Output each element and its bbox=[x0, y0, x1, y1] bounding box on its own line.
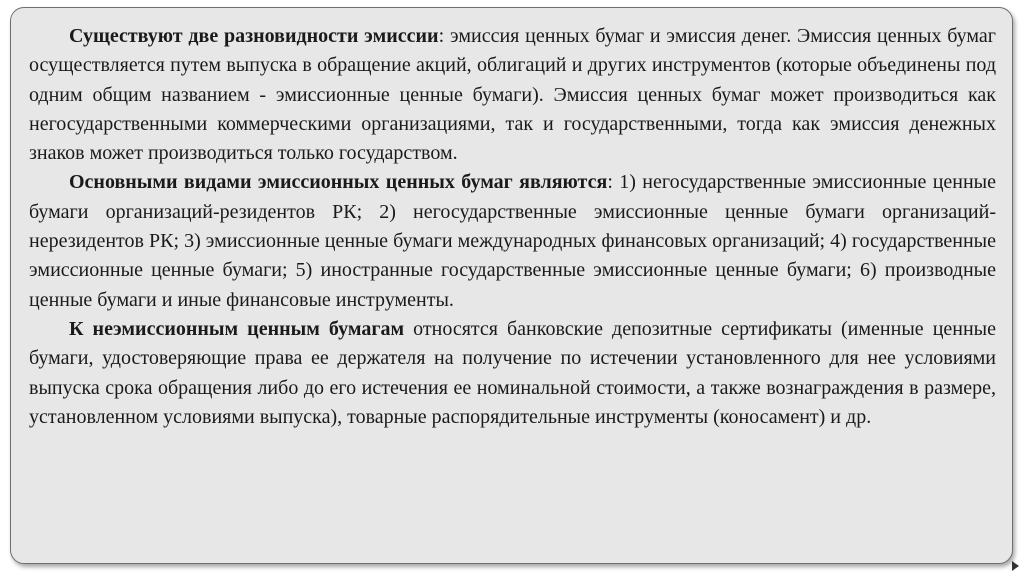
paragraph-non-emission-securities bbox=[29, 315, 996, 432]
paragraph-body: относятся банковские депозитные сертификаты (именные ценные бумаги, удостоверяющие права ее держателя на получение по истечении установленного для нее условиями выпуска срока обращения либо до его истечения ее номинальной стоимости, а также вознаграждения в размере, установленном условиями выпуска), товарные распорядительные инструменты (коносамент) и др. bbox=[29, 317, 996, 428]
next-slide-arrow-icon[interactable] bbox=[1012, 561, 1019, 571]
paragraph-lead-bold: Существуют две разновидности эмиссии bbox=[69, 25, 439, 47]
paragraph-lead-bold: Основными видами эмиссионных ценных бумаг являются bbox=[69, 171, 608, 194]
paragraph-body: : эмиссия ценных бумаг и эмиссия денег. Эмиссия ценных бумаг осуществляется путем выпуска в обращение акций, облигаций и других инструментов (которые объединены под одним общим названием - эмиссионные ценные бумаги). Эмиссия ценных бумаг может производиться как негосударственными коммерческими организациями, так и государственными, тогда как эмиссия денежных знаков может производиться только государством. bbox=[29, 25, 996, 165]
text-panel bbox=[10, 7, 1013, 564]
paragraph-lead-bold: К неэмиссионным ценным бумагам bbox=[69, 317, 405, 340]
paragraph-body: : 1) негосударственные эмиссионные ценные бумаги организаций-резидентов РК; 2) негосударственные эмиссионные ценные бумаги организаций-нерезидентов РК; 3) эмиссионные ценные бумаги международных финансовых организаций; 4) государственные эмиссионные ценные бумаги; 5) иностранные государственные эмиссионные ценные бумаги; 6) производные ценные бумаги и иные финансовые инструменты. bbox=[29, 171, 996, 311]
paragraph-emission-securities bbox=[29, 168, 996, 314]
paragraph-emission-types bbox=[29, 22, 996, 168]
